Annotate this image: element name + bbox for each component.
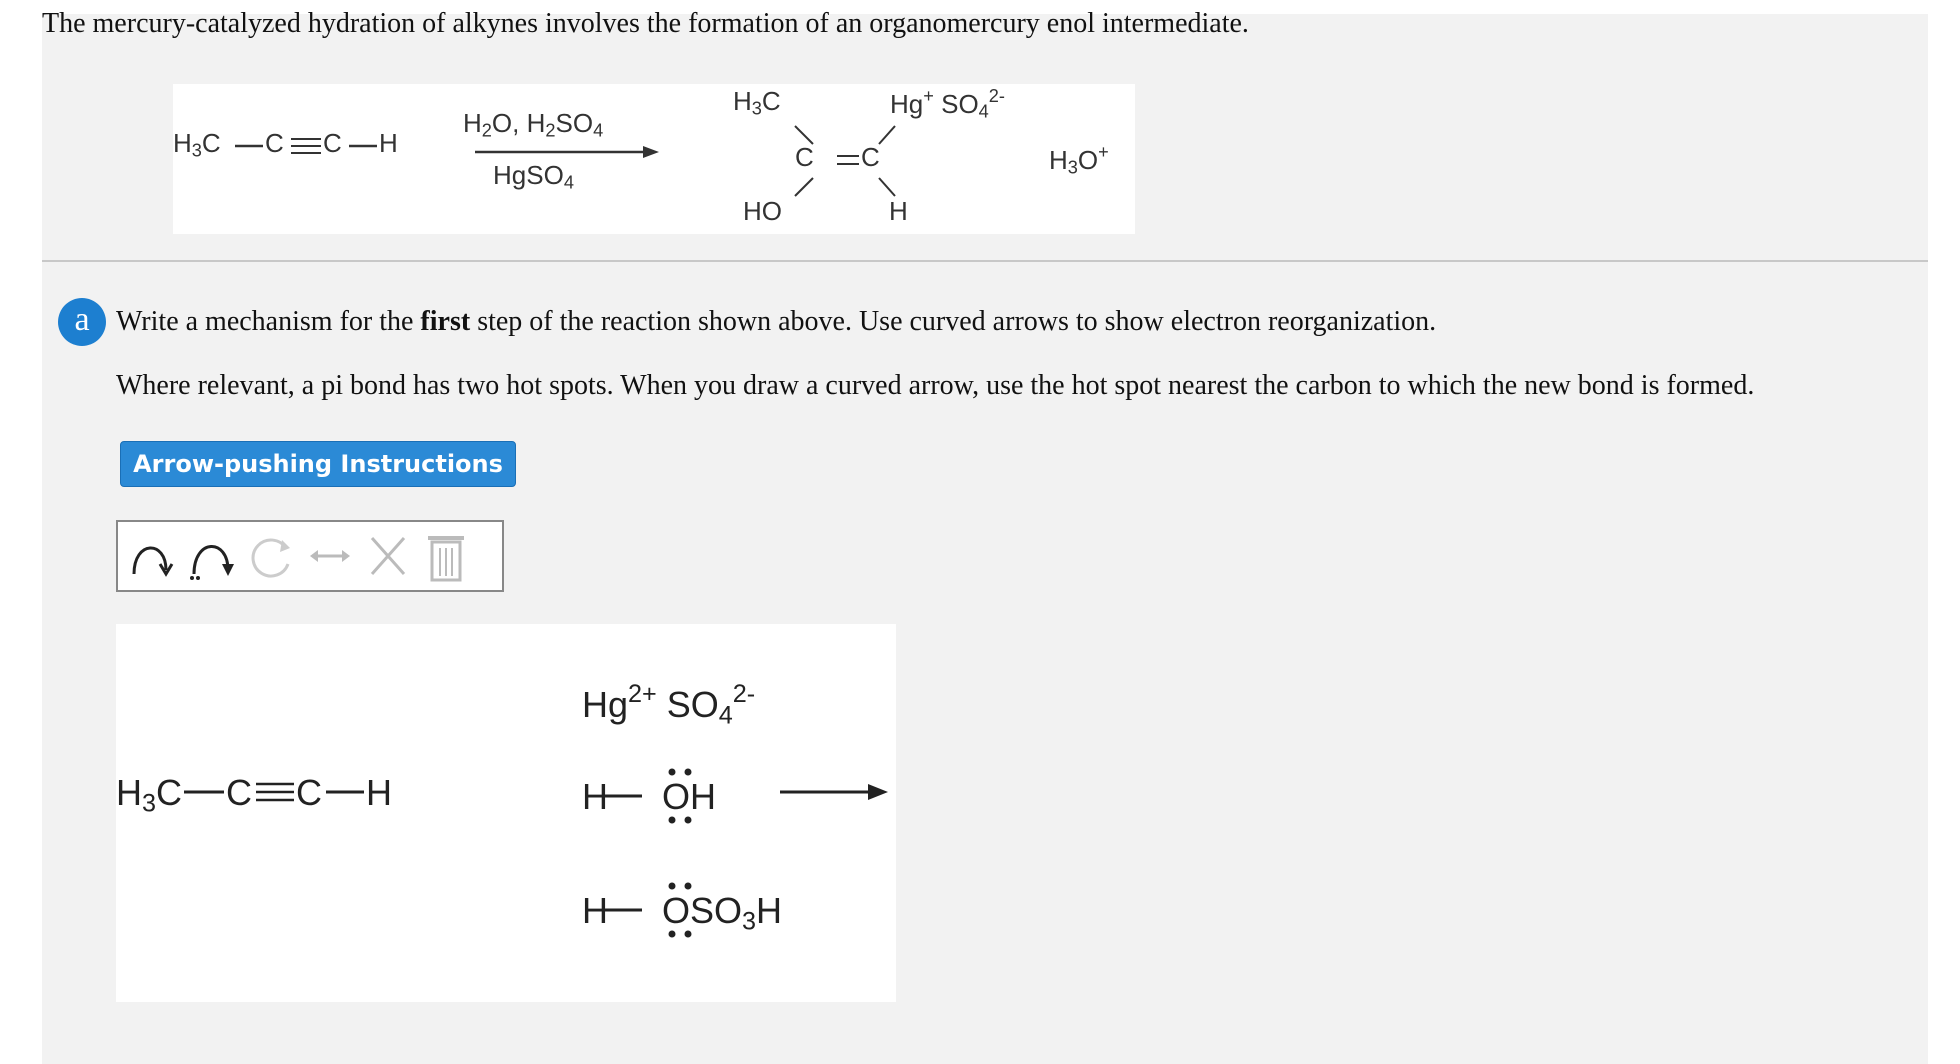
canvas-acid-oso3h[interactable]: $OSO_3H$ [662, 890, 783, 936]
product-ho: HO [743, 196, 782, 226]
question-text-before: Write a mechanism for the [116, 306, 421, 337]
double-headed-curved-arrow-icon[interactable] [126, 530, 178, 582]
canvas-alkyne-c1[interactable]: C [226, 772, 252, 813]
reaction-panel [42, 14, 1928, 262]
product-hg: Hg+ $SO_4^{2-}$ [890, 86, 1005, 122]
reactant-c2: C [323, 128, 342, 158]
mechanism-canvas[interactable] [116, 624, 896, 1002]
byproduct-h3o: $H_3O^+$ [1049, 142, 1109, 178]
close-icon[interactable] [362, 530, 414, 582]
resonance-arrow-icon[interactable] [304, 530, 356, 582]
reagents-bottom: HgSO$_4$ [493, 160, 574, 193]
reactant-alkyne: $H_3C$ [173, 128, 221, 161]
reagents-top: $H_2O$, $H_2SO_4$ [463, 108, 604, 141]
question-text-after: step of the reaction shown above. Use curved arrows to show electron reorganization. [470, 306, 1437, 337]
reaction-scheme [173, 84, 1135, 234]
arrow-pushing-instructions-button[interactable]: Arrow-pushing Instructions [120, 441, 516, 487]
product-h: H [889, 196, 908, 226]
rotate-icon[interactable] [246, 530, 298, 582]
question-text [116, 302, 1436, 342]
question-note: Where relevant, a pi bond has two hot spots. When you draw a curved arrow, use the hot spot nearest the carbon to which the new bond is formed. [116, 370, 1755, 401]
product-c-eq-c: C [795, 142, 814, 172]
canvas-water-oh[interactable]: OH [662, 776, 716, 817]
canvas-water-h: H [582, 776, 608, 817]
intro-text: The mercury-catalyzed hydration of alkynes involves the formation of an organomercury enol intermediate. [42, 8, 1249, 39]
canvas-alkyne-h3c: $H_3C$ [116, 772, 183, 818]
canvas-alkyne-h: H [366, 772, 392, 813]
product-h3c: $H_3C$ [733, 86, 781, 119]
canvas-acid-h: H [582, 890, 608, 931]
trash-icon[interactable] [420, 530, 472, 582]
product-c2: C [861, 142, 880, 172]
reactant-h: H [379, 128, 398, 158]
question-text-bold: first [420, 306, 471, 337]
question-label-badge: a [58, 298, 106, 346]
reactant-c1: C [265, 128, 284, 158]
canvas-alkyne-c2[interactable]: C [296, 772, 322, 813]
single-headed-curved-arrow-icon[interactable] [182, 530, 242, 582]
canvas-hg-reagent[interactable]: $Hg^{2+}$ $SO_4^{2-}$ [582, 680, 756, 730]
drawing-toolbar [116, 520, 504, 592]
